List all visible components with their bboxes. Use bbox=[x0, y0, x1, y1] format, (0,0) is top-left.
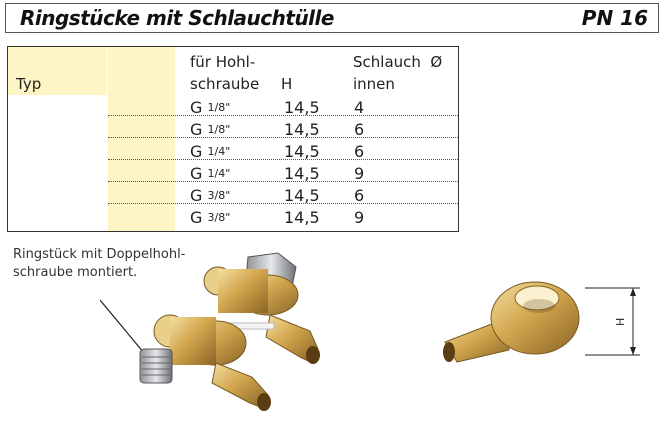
table-row bbox=[8, 207, 458, 229]
table-row bbox=[8, 97, 458, 119]
header-hohlschraube: für Hohl- schraube bbox=[190, 53, 260, 93]
cell-h: 14,5 bbox=[284, 208, 320, 227]
cell-schlauch: 4 bbox=[354, 98, 365, 117]
cell-schlauch: 9 bbox=[354, 208, 365, 227]
cell-g: G 1/8" bbox=[190, 98, 231, 117]
cell-g: G 1/4" bbox=[190, 142, 231, 161]
cell-schlauch: 6 bbox=[354, 142, 365, 161]
dimension-label-h: H bbox=[614, 317, 627, 326]
header-h: H bbox=[281, 75, 293, 93]
cell-schlauch: 6 bbox=[354, 186, 365, 205]
table-row bbox=[8, 119, 458, 141]
cell-h: 14,5 bbox=[284, 98, 320, 117]
cell-h: 14,5 bbox=[284, 164, 320, 183]
table-row bbox=[8, 163, 458, 185]
header-schlauch: Schlauch Ø innen bbox=[353, 53, 443, 93]
cell-schlauch: 9 bbox=[354, 164, 365, 183]
cell-g: G 3/8" bbox=[190, 208, 231, 227]
header-bar bbox=[5, 3, 659, 33]
cell-g: G 1/4" bbox=[190, 164, 231, 183]
page-title: Ringstücke mit Schlauchtülle bbox=[20, 6, 334, 30]
table-row bbox=[8, 185, 458, 207]
cell-h: 14,5 bbox=[284, 120, 320, 139]
pressure-rating: PN 16 bbox=[581, 6, 648, 30]
table-row bbox=[8, 141, 458, 163]
spec-table bbox=[7, 46, 459, 232]
cell-h: 14,5 bbox=[284, 142, 320, 161]
cell-h: 14,5 bbox=[284, 186, 320, 205]
ring-fitting-dimension-image bbox=[435, 270, 660, 380]
caption-line-2: schraube montiert. bbox=[13, 265, 138, 280]
assembled-fitting-image bbox=[100, 245, 340, 420]
caption-line-1: Ringstück mit Doppelhohl- bbox=[13, 247, 186, 262]
cell-g: G 3/8" bbox=[190, 186, 231, 205]
cell-g: G 1/8" bbox=[190, 120, 231, 139]
cell-schlauch: 6 bbox=[354, 120, 365, 139]
header-typ: Typ bbox=[16, 75, 42, 93]
